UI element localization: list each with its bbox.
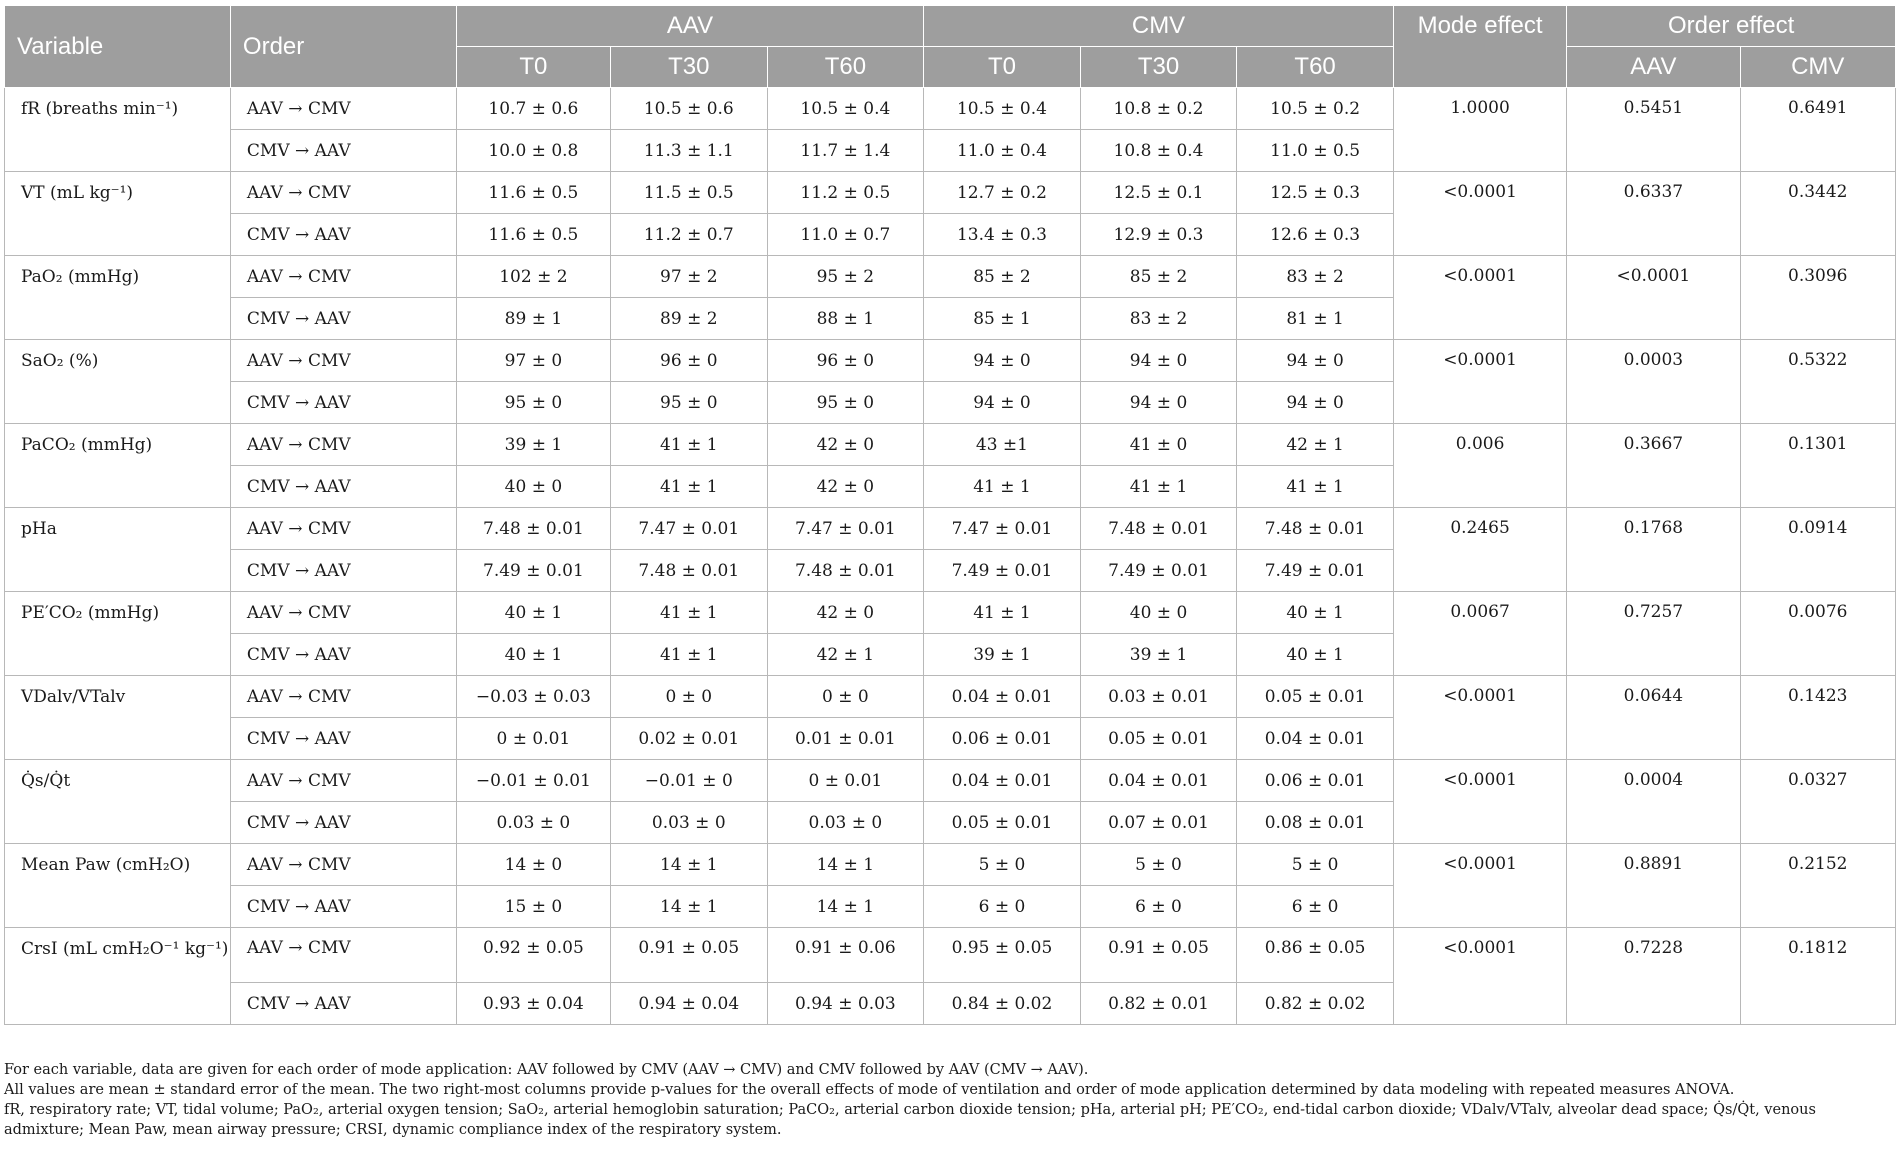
order-cell: AAV → CMV (230, 844, 456, 886)
variable-cell: VDalv/VTalv (5, 676, 231, 760)
value-cell: 96 ± 0 (611, 340, 768, 382)
variable-cell: Q̇s/Q̇t (5, 760, 231, 844)
order-effect-cmv-cell: 0.0076 (1740, 592, 1895, 676)
value-cell: 43 ±1 (924, 424, 1081, 466)
ventilation-data-table (4, 5, 1896, 1025)
value-cell: 85 ± 1 (924, 298, 1081, 340)
value-cell: 0.08 ± 0.01 (1237, 802, 1394, 844)
value-cell: 0.02 ± 0.01 (611, 718, 768, 760)
value-cell: 97 ± 2 (611, 256, 768, 298)
mode-effect-cell: <0.0001 (1393, 676, 1566, 760)
table-body (5, 88, 1896, 1025)
header-aav-t30: T30 (611, 47, 768, 88)
value-cell: 41 ± 1 (611, 466, 768, 508)
order-cell: AAV → CMV (230, 424, 456, 466)
value-cell: 12.5 ± 0.1 (1080, 172, 1237, 214)
order-effect-aav-cell: 0.8891 (1567, 844, 1740, 928)
value-cell: 11.2 ± 0.7 (611, 214, 768, 256)
header-cmv-t0: T0 (924, 47, 1081, 88)
header-cmv-t60: T60 (1237, 47, 1394, 88)
value-cell: 41 ± 1 (611, 424, 768, 466)
value-cell: 94 ± 0 (1080, 340, 1237, 382)
value-cell: 6 ± 0 (1237, 886, 1394, 928)
header-order-effect-cmv: CMV (1740, 47, 1895, 88)
value-cell: 0.93 ± 0.04 (456, 983, 610, 1025)
value-cell: 11.0 ± 0.4 (924, 130, 1081, 172)
order-cell: CMV → AAV (230, 382, 456, 424)
order-cell: AAV → CMV (230, 340, 456, 382)
value-cell: 0 ± 0.01 (456, 718, 610, 760)
value-cell: 40 ± 1 (1237, 592, 1394, 634)
value-cell: 39 ± 1 (924, 634, 1081, 676)
header-variable: Variable (5, 6, 231, 88)
value-cell: 41 ± 1 (924, 466, 1081, 508)
value-cell: 0.91 ± 0.05 (1080, 928, 1237, 983)
value-cell: 42 ± 0 (767, 466, 924, 508)
table-row (5, 844, 1896, 886)
mode-effect-cell: 1.0000 (1393, 88, 1566, 172)
header-cmv: CMV (924, 6, 1394, 47)
order-effect-cmv-cell: 0.0914 (1740, 508, 1895, 592)
value-cell: 0 ± 0.01 (767, 760, 924, 802)
value-cell: 10.5 ± 0.2 (1237, 88, 1394, 130)
value-cell: 10.5 ± 0.6 (611, 88, 768, 130)
order-effect-aav-cell: 0.0644 (1567, 676, 1740, 760)
variable-cell: CrsI (mL cmH₂O⁻¹ kg⁻¹) (5, 928, 231, 1025)
value-cell: 0.04 ± 0.01 (1080, 760, 1237, 802)
table-row (5, 928, 1896, 983)
value-cell: 0.94 ± 0.03 (767, 983, 924, 1025)
value-cell: 40 ± 1 (456, 634, 610, 676)
value-cell: 11.5 ± 0.5 (611, 172, 768, 214)
order-effect-cmv-cell: 0.2152 (1740, 844, 1895, 928)
order-cell: CMV → AAV (230, 550, 456, 592)
value-cell: 6 ± 0 (924, 886, 1081, 928)
value-cell: 95 ± 0 (767, 382, 924, 424)
variable-cell: fR (breaths min⁻¹) (5, 88, 231, 172)
variable-cell: PaO₂ (mmHg) (5, 256, 231, 340)
order-cell: CMV → AAV (230, 130, 456, 172)
order-cell: AAV → CMV (230, 256, 456, 298)
value-cell: 88 ± 1 (767, 298, 924, 340)
value-cell: 94 ± 0 (924, 382, 1081, 424)
value-cell: 7.47 ± 0.01 (924, 508, 1081, 550)
value-cell: 13.4 ± 0.3 (924, 214, 1081, 256)
value-cell: 94 ± 0 (1237, 382, 1394, 424)
order-cell: AAV → CMV (230, 172, 456, 214)
value-cell: 0.82 ± 0.02 (1237, 983, 1394, 1025)
order-effect-cmv-cell: 0.3442 (1740, 172, 1895, 256)
value-cell: −0.03 ± 0.03 (456, 676, 610, 718)
value-cell: 0.06 ± 0.01 (1237, 760, 1394, 802)
order-effect-cmv-cell: 0.3096 (1740, 256, 1895, 340)
order-cell: CMV → AAV (230, 983, 456, 1025)
value-cell: 10.8 ± 0.2 (1080, 88, 1237, 130)
value-cell: 89 ± 2 (611, 298, 768, 340)
value-cell: 41 ± 1 (1237, 466, 1394, 508)
value-cell: 11.3 ± 1.1 (611, 130, 768, 172)
table-row (5, 172, 1896, 214)
value-cell: 0.95 ± 0.05 (924, 928, 1081, 983)
order-effect-cmv-cell: 0.1812 (1740, 928, 1895, 1025)
value-cell: 102 ± 2 (456, 256, 610, 298)
value-cell: 94 ± 0 (924, 340, 1081, 382)
footnote: All values are mean ± standard error of the mean. The two right-most columns provide p-values for the overall effects of mode of ventilation and order of mode application determined by data modeling with repeated measures ANOVA. (4, 1082, 1735, 1098)
mode-effect-cell: <0.0001 (1393, 172, 1566, 256)
value-cell: 83 ± 2 (1237, 256, 1394, 298)
value-cell: 0.84 ± 0.02 (924, 983, 1081, 1025)
order-cell: AAV → CMV (230, 760, 456, 802)
value-cell: 14 ± 1 (767, 886, 924, 928)
order-cell: CMV → AAV (230, 886, 456, 928)
value-cell: 42 ± 1 (1237, 424, 1394, 466)
value-cell: 41 ± 1 (611, 592, 768, 634)
mode-effect-cell: <0.0001 (1393, 844, 1566, 928)
value-cell: 42 ± 1 (767, 634, 924, 676)
value-cell: 7.48 ± 0.01 (1237, 508, 1394, 550)
value-cell: 0.07 ± 0.01 (1080, 802, 1237, 844)
order-cell: AAV → CMV (230, 928, 456, 983)
value-cell: 7.48 ± 0.01 (456, 508, 610, 550)
value-cell: 0.04 ± 0.01 (924, 760, 1081, 802)
mode-effect-cell: 0.2465 (1393, 508, 1566, 592)
order-cell: AAV → CMV (230, 592, 456, 634)
table-footnotes (4, 1060, 1894, 1140)
header-aav: AAV (456, 6, 923, 47)
order-effect-aav-cell: <0.0001 (1567, 256, 1740, 340)
footnote: For each variable, data are given for each order of mode application: AAV followed by CMV (AAV → CMV) and CMV followed by AAV (CMV → AAV). (4, 1062, 1089, 1078)
value-cell: 39 ± 1 (456, 424, 610, 466)
order-cell: CMV → AAV (230, 718, 456, 760)
order-effect-aav-cell: 0.5451 (1567, 88, 1740, 172)
variable-cell: VT (mL kg⁻¹) (5, 172, 231, 256)
value-cell: 41 ± 1 (611, 634, 768, 676)
order-cell: CMV → AAV (230, 214, 456, 256)
value-cell: 40 ± 0 (1080, 592, 1237, 634)
variable-cell: SaO₂ (%) (5, 340, 231, 424)
value-cell: 10.7 ± 0.6 (456, 88, 610, 130)
value-cell: 0.03 ± 0 (767, 802, 924, 844)
header-cmv-t30: T30 (1080, 47, 1237, 88)
mode-effect-cell: 0.006 (1393, 424, 1566, 508)
mode-effect-cell: <0.0001 (1393, 760, 1566, 844)
header-order-effect-aav: AAV (1567, 47, 1740, 88)
value-cell: 0.05 ± 0.01 (1237, 676, 1394, 718)
value-cell: 0.86 ± 0.05 (1237, 928, 1394, 983)
value-cell: 41 ± 1 (1080, 466, 1237, 508)
value-cell: 0 ± 0 (767, 676, 924, 718)
value-cell: 85 ± 2 (924, 256, 1081, 298)
value-cell: 14 ± 1 (611, 844, 768, 886)
table-row (5, 340, 1896, 382)
value-cell: 10.0 ± 0.8 (456, 130, 610, 172)
variable-cell: PE′CO₂ (mmHg) (5, 592, 231, 676)
value-cell: 40 ± 1 (456, 592, 610, 634)
value-cell: 5 ± 0 (1080, 844, 1237, 886)
value-cell: 11.0 ± 0.5 (1237, 130, 1394, 172)
data-table-container (4, 5, 1896, 1025)
value-cell: 7.49 ± 0.01 (1237, 550, 1394, 592)
value-cell: 39 ± 1 (1080, 634, 1237, 676)
value-cell: 42 ± 0 (767, 424, 924, 466)
table-row (5, 88, 1896, 130)
order-effect-aav-cell: 0.7257 (1567, 592, 1740, 676)
order-cell: AAV → CMV (230, 676, 456, 718)
value-cell: 41 ± 1 (924, 592, 1081, 634)
table-header (5, 6, 1896, 88)
order-effect-cmv-cell: 0.0327 (1740, 760, 1895, 844)
value-cell: 0.82 ± 0.01 (1080, 983, 1237, 1025)
header-aav-t60: T60 (767, 47, 924, 88)
value-cell: 40 ± 1 (1237, 634, 1394, 676)
value-cell: 0.03 ± 0 (611, 802, 768, 844)
value-cell: 14 ± 1 (767, 844, 924, 886)
value-cell: 0.03 ± 0 (456, 802, 610, 844)
value-cell: 11.6 ± 0.5 (456, 172, 610, 214)
value-cell: 5 ± 0 (924, 844, 1081, 886)
value-cell: 10.8 ± 0.4 (1080, 130, 1237, 172)
order-cell: AAV → CMV (230, 88, 456, 130)
value-cell: 7.47 ± 0.01 (767, 508, 924, 550)
order-effect-aav-cell: 0.6337 (1567, 172, 1740, 256)
value-cell: 83 ± 2 (1080, 298, 1237, 340)
value-cell: 0.06 ± 0.01 (924, 718, 1081, 760)
value-cell: 95 ± 0 (611, 382, 768, 424)
value-cell: 7.47 ± 0.01 (611, 508, 768, 550)
header-aav-t0: T0 (456, 47, 610, 88)
value-cell: 42 ± 0 (767, 592, 924, 634)
value-cell: 0.94 ± 0.04 (611, 983, 768, 1025)
table-row (5, 592, 1896, 634)
value-cell: 0.92 ± 0.05 (456, 928, 610, 983)
value-cell: 96 ± 0 (767, 340, 924, 382)
value-cell: 89 ± 1 (456, 298, 610, 340)
value-cell: 11.2 ± 0.5 (767, 172, 924, 214)
value-cell: 7.48 ± 0.01 (767, 550, 924, 592)
order-cell: CMV → AAV (230, 298, 456, 340)
value-cell: 81 ± 1 (1237, 298, 1394, 340)
order-effect-aav-cell: 0.0004 (1567, 760, 1740, 844)
value-cell: −0.01 ± 0 (611, 760, 768, 802)
order-effect-aav-cell: 0.3667 (1567, 424, 1740, 508)
table-row (5, 760, 1896, 802)
variable-cell: PaCO₂ (mmHg) (5, 424, 231, 508)
value-cell: −0.01 ± 0.01 (456, 760, 610, 802)
value-cell: 7.49 ± 0.01 (924, 550, 1081, 592)
value-cell: 11.6 ± 0.5 (456, 214, 610, 256)
value-cell: 7.49 ± 0.01 (1080, 550, 1237, 592)
table-row (5, 676, 1896, 718)
value-cell: 0.04 ± 0.01 (924, 676, 1081, 718)
mode-effect-cell: <0.0001 (1393, 928, 1566, 1025)
value-cell: 15 ± 0 (456, 886, 610, 928)
table-row (5, 256, 1896, 298)
value-cell: 94 ± 0 (1237, 340, 1394, 382)
value-cell: 12.6 ± 0.3 (1237, 214, 1394, 256)
order-effect-cmv-cell: 0.1301 (1740, 424, 1895, 508)
table-row (5, 508, 1896, 550)
value-cell: 0.05 ± 0.01 (924, 802, 1081, 844)
order-effect-cmv-cell: 0.6491 (1740, 88, 1895, 172)
footnote: fR, respiratory rate; VT, tidal volume; PaO₂, arterial oxygen tension; SaO₂, arterial hemoglobin saturation; PaCO₂, arterial carbon dioxide tension; pHa, arterial pH; PE′CO₂, end-tidal carbon dioxide; VDalv/VTalv, alveolar dead space; Q̇s/Q̇t, venous admixture; Mean Paw, mean airway pressure; CRSI, dynamic compliance index of the respiratory system. (4, 1102, 1816, 1138)
variable-cell: pHa (5, 508, 231, 592)
order-cell: CMV → AAV (230, 634, 456, 676)
value-cell: 0.01 ± 0.01 (767, 718, 924, 760)
value-cell: 0.04 ± 0.01 (1237, 718, 1394, 760)
value-cell: 5 ± 0 (1237, 844, 1394, 886)
order-effect-cmv-cell: 0.5322 (1740, 340, 1895, 424)
order-effect-aav-cell: 0.7228 (1567, 928, 1740, 1025)
value-cell: 0.91 ± 0.05 (611, 928, 768, 983)
value-cell: 14 ± 0 (456, 844, 610, 886)
value-cell: 14 ± 1 (611, 886, 768, 928)
value-cell: 6 ± 0 (1080, 886, 1237, 928)
value-cell: 7.49 ± 0.01 (456, 550, 610, 592)
value-cell: 97 ± 0 (456, 340, 610, 382)
order-effect-aav-cell: 0.1768 (1567, 508, 1740, 592)
header-order: Order (230, 6, 456, 88)
mode-effect-cell: <0.0001 (1393, 256, 1566, 340)
order-effect-aav-cell: 0.0003 (1567, 340, 1740, 424)
header-order-effect: Order effect (1567, 6, 1896, 47)
value-cell: 0.91 ± 0.06 (767, 928, 924, 983)
value-cell: 40 ± 0 (456, 466, 610, 508)
value-cell: 7.48 ± 0.01 (611, 550, 768, 592)
value-cell: 12.9 ± 0.3 (1080, 214, 1237, 256)
value-cell: 10.5 ± 0.4 (924, 88, 1081, 130)
value-cell: 12.7 ± 0.2 (924, 172, 1081, 214)
value-cell: 41 ± 0 (1080, 424, 1237, 466)
mode-effect-cell: <0.0001 (1393, 340, 1566, 424)
order-effect-cmv-cell: 0.1423 (1740, 676, 1895, 760)
order-cell: CMV → AAV (230, 466, 456, 508)
value-cell: 7.48 ± 0.01 (1080, 508, 1237, 550)
value-cell: 94 ± 0 (1080, 382, 1237, 424)
order-cell: CMV → AAV (230, 802, 456, 844)
header-mode-effect: Mode effect (1393, 6, 1566, 88)
value-cell: 95 ± 2 (767, 256, 924, 298)
value-cell: 11.7 ± 1.4 (767, 130, 924, 172)
value-cell: 0.05 ± 0.01 (1080, 718, 1237, 760)
value-cell: 11.0 ± 0.7 (767, 214, 924, 256)
order-cell: AAV → CMV (230, 508, 456, 550)
value-cell: 0.03 ± 0.01 (1080, 676, 1237, 718)
value-cell: 0 ± 0 (611, 676, 768, 718)
value-cell: 85 ± 2 (1080, 256, 1237, 298)
variable-cell: Mean Paw (cmH₂O) (5, 844, 231, 928)
value-cell: 10.5 ± 0.4 (767, 88, 924, 130)
value-cell: 12.5 ± 0.3 (1237, 172, 1394, 214)
table-row (5, 424, 1896, 466)
mode-effect-cell: 0.0067 (1393, 592, 1566, 676)
value-cell: 95 ± 0 (456, 382, 610, 424)
